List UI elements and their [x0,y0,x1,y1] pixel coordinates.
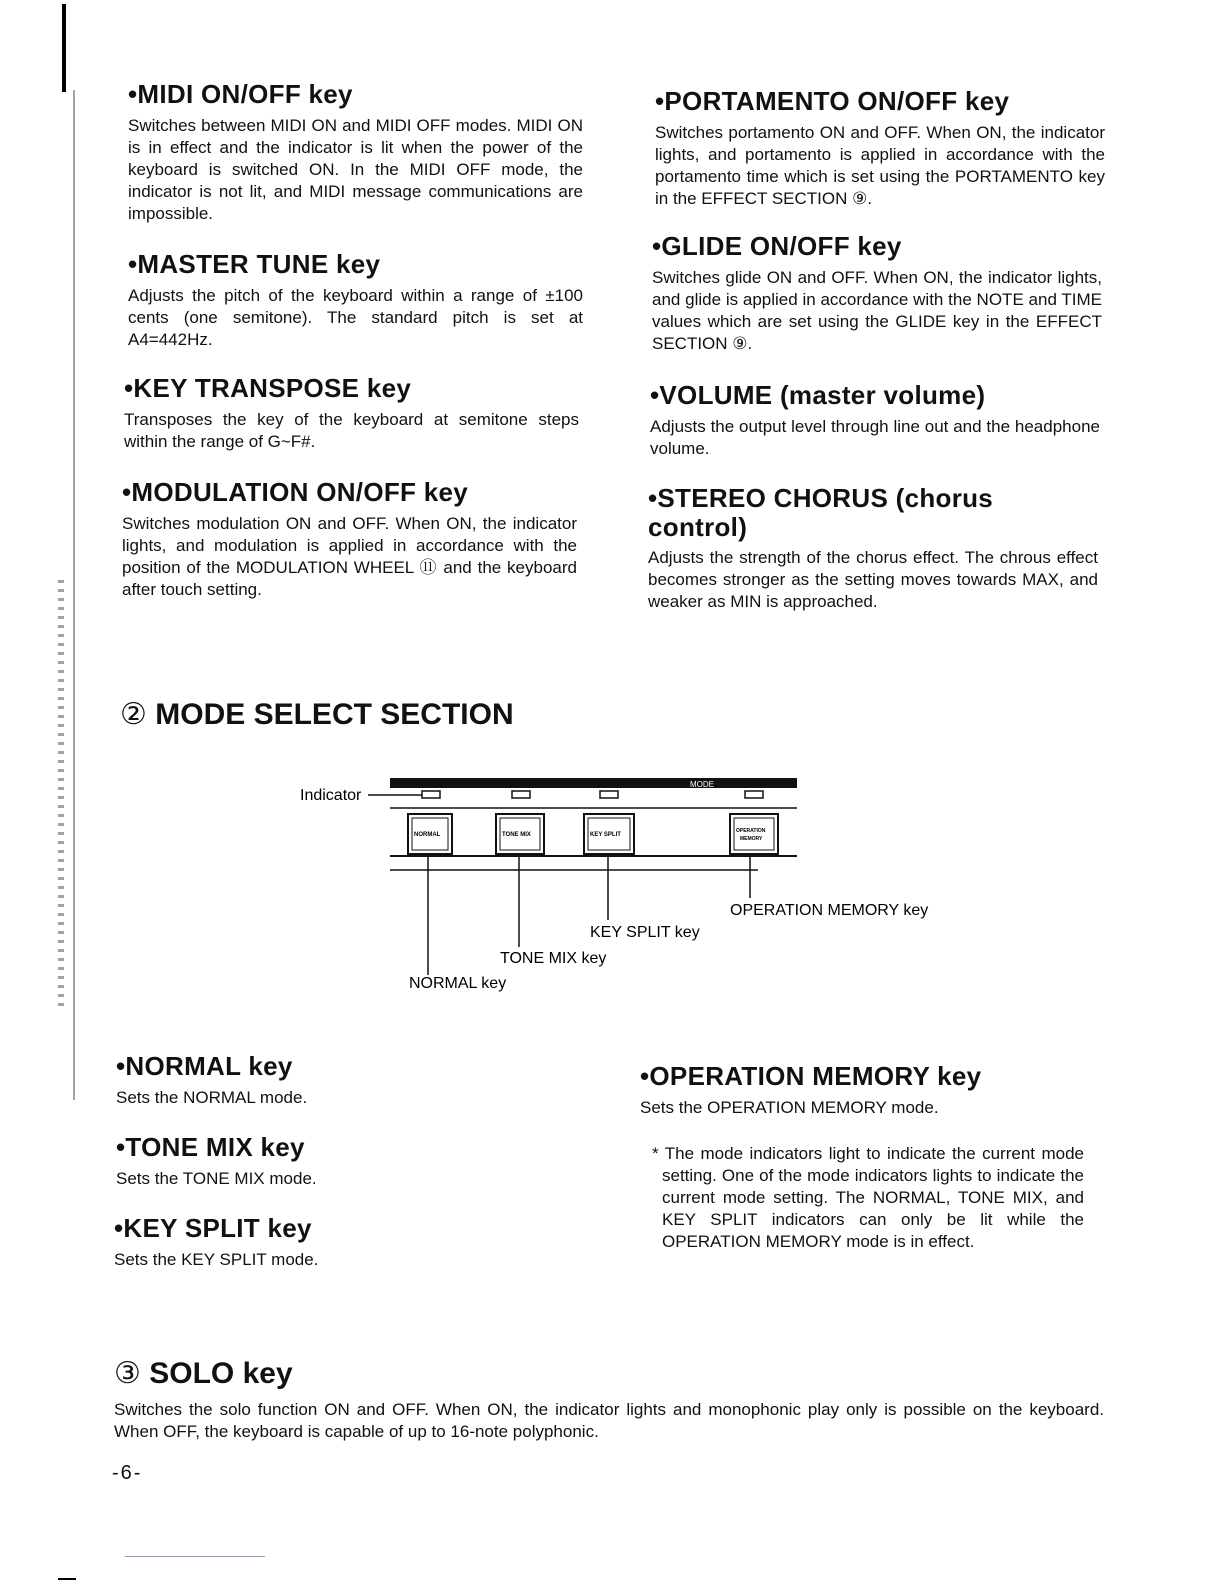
footer-scan-line [125,1556,265,1557]
key-split-key [584,814,634,854]
mode-panel-bar [390,778,797,788]
normal-callout: NORMAL key [409,975,507,992]
tone-mix-callout: TONE MIX key [500,950,607,967]
tone-mix-key-text: Sets the TONE MIX mode. [116,1168,317,1188]
key-split-key-face: KEY SPLIT [590,832,621,838]
key-split-key-text: Sets the KEY SPLIT mode. [114,1249,319,1269]
operation-key-face: OPERATION [736,828,766,834]
key-split-callout: KEY SPLIT key [590,924,700,941]
modulation-heading: •MODULATION ON/OFF key [122,477,469,507]
portamento-text: Switches portamento ON and OFF. When ON, the indicator lights, and portamento is applied in accordance with the portamento time which is set using the PORTAMENTO key in the EFFECT SECTION ⑨. [655,122,1105,208]
volume-heading: •VOLUME (master volume) [650,380,986,410]
tone-mix-key [496,814,544,854]
solo-text: Switches the solo function ON and OFF. When ON, the indicator lights and monophonic play only is possible on the keyboard. When OFF, the keyboard is capable of up to 16-note polyphonic. [114,1400,1104,1441]
midi-on-off-heading: •MIDI ON/OFF key [128,79,353,109]
midi-on-off-block [128,80,583,225]
midi-on-off-text: Switches between MIDI ON and MIDI OFF modes. MIDI ON is in effect and the indicator is lit when the power of the keyboard is switched ON. In the MIDI OFF mode, the indicator is not lit, and MIDI message communications are impossible. [128,115,583,223]
mode-label: MODE [690,780,714,789]
volume-block [650,381,1100,460]
key-split-key-block [114,1214,534,1271]
tone-mix-key-face: TONE MIX [502,832,531,838]
key-split-indicator-lamp [600,791,618,798]
operation-memory-key [730,814,778,854]
portamento-heading: •PORTAMENTO ON/OFF key [655,86,1010,116]
modulation-text: Switches modulation ON and OFF. When ON, the indicator lights, and modulation is applied in accordance with the position of the MODULATION WHEEL ⑪ and the keyboard after touch setting. [122,513,577,599]
normal-key-text: Sets the NORMAL mode. [116,1087,308,1107]
footer-mark [58,1578,76,1580]
stereo-chorus-text: Adjusts the strength of the chorus effect. The chrous effect becomes stronger as the setting moves towards MAX, and weaker as MIN is approached. [648,548,1098,612]
tone-mix-indicator-lamp [512,791,530,798]
portamento-block [655,87,1105,210]
section-number-3: ③ [114,1357,141,1390]
solo-block [114,1399,1104,1443]
normal-indicator-lamp [422,791,440,798]
binding-edge-marks [58,580,64,1010]
mode-select-title-text: MODE SELECT SECTION [155,698,514,731]
section-number-2: ② [120,698,147,731]
solo-section-title [114,1357,293,1390]
key-transpose-block [124,374,579,453]
mode-indicator-note-text: * The mode indicators light to indicate the current mode setting. One of the mode indicators lights to indicate the current mode setting. The NORMAL, TONE MIX, and KEY SPLIT indicators can only be lit while the OPERATION MEMORY mode is in effect. [652,1144,1084,1251]
operation-memory-block [640,1062,1085,1119]
mode-select-section-title [120,698,514,731]
normal-key [408,814,452,854]
operation-memory-indicator-lamp [745,791,763,798]
stereo-chorus-block [648,484,1098,613]
normal-key-heading: •NORMAL key [116,1051,293,1081]
stereo-chorus-heading: •STEREO CHORUS (chorus control) [648,483,994,542]
normal-key-block [116,1052,536,1109]
normal-key-face: NORMAL [414,832,441,838]
master-tune-text: Adjusts the pitch of the keyboard within a range of ±100 cents (one semitone). The standard pitch is set at A4=442Hz. [128,285,583,349]
glide-block [652,232,1102,355]
key-transpose-heading: •KEY TRANSPOSE key [124,373,412,403]
binding-edge-line [73,90,75,1100]
master-tune-heading: •MASTER TUNE key [128,249,381,279]
operation-memory-heading: •OPERATION MEMORY key [640,1061,982,1091]
glide-heading: •GLIDE ON/OFF key [652,231,902,261]
mode-indicator-note [652,1143,1084,1253]
page-number: -6- [112,1462,143,1484]
tone-mix-key-heading: •TONE MIX key [116,1132,305,1162]
operation-memory-callout: OPERATION MEMORY key [730,902,929,919]
binding-edge-bar [62,4,66,92]
mode-panel-diagram [290,770,970,1005]
key-transpose-text: Transposes the key of the keyboard at semitone steps within the range of G~F#. [124,409,579,451]
modulation-block [122,478,577,601]
memory-key-face: MEMORY [740,836,763,842]
volume-text: Adjusts the output level through line out and the headphone volume. [650,416,1100,458]
tone-mix-key-block [116,1133,536,1190]
solo-title-text: SOLO key [149,1357,293,1390]
glide-text: Switches glide ON and OFF. When ON, the indicator lights, and glide is applied in accordance with the NOTE and TIME values which are set using the GLIDE key in the EFFECT SECTION ⑨. [652,267,1102,353]
indicator-label: Indicator [300,787,362,804]
operation-memory-text: Sets the OPERATION MEMORY mode. [640,1097,939,1117]
master-tune-block [128,250,583,351]
key-split-key-heading: •KEY SPLIT key [114,1213,312,1243]
